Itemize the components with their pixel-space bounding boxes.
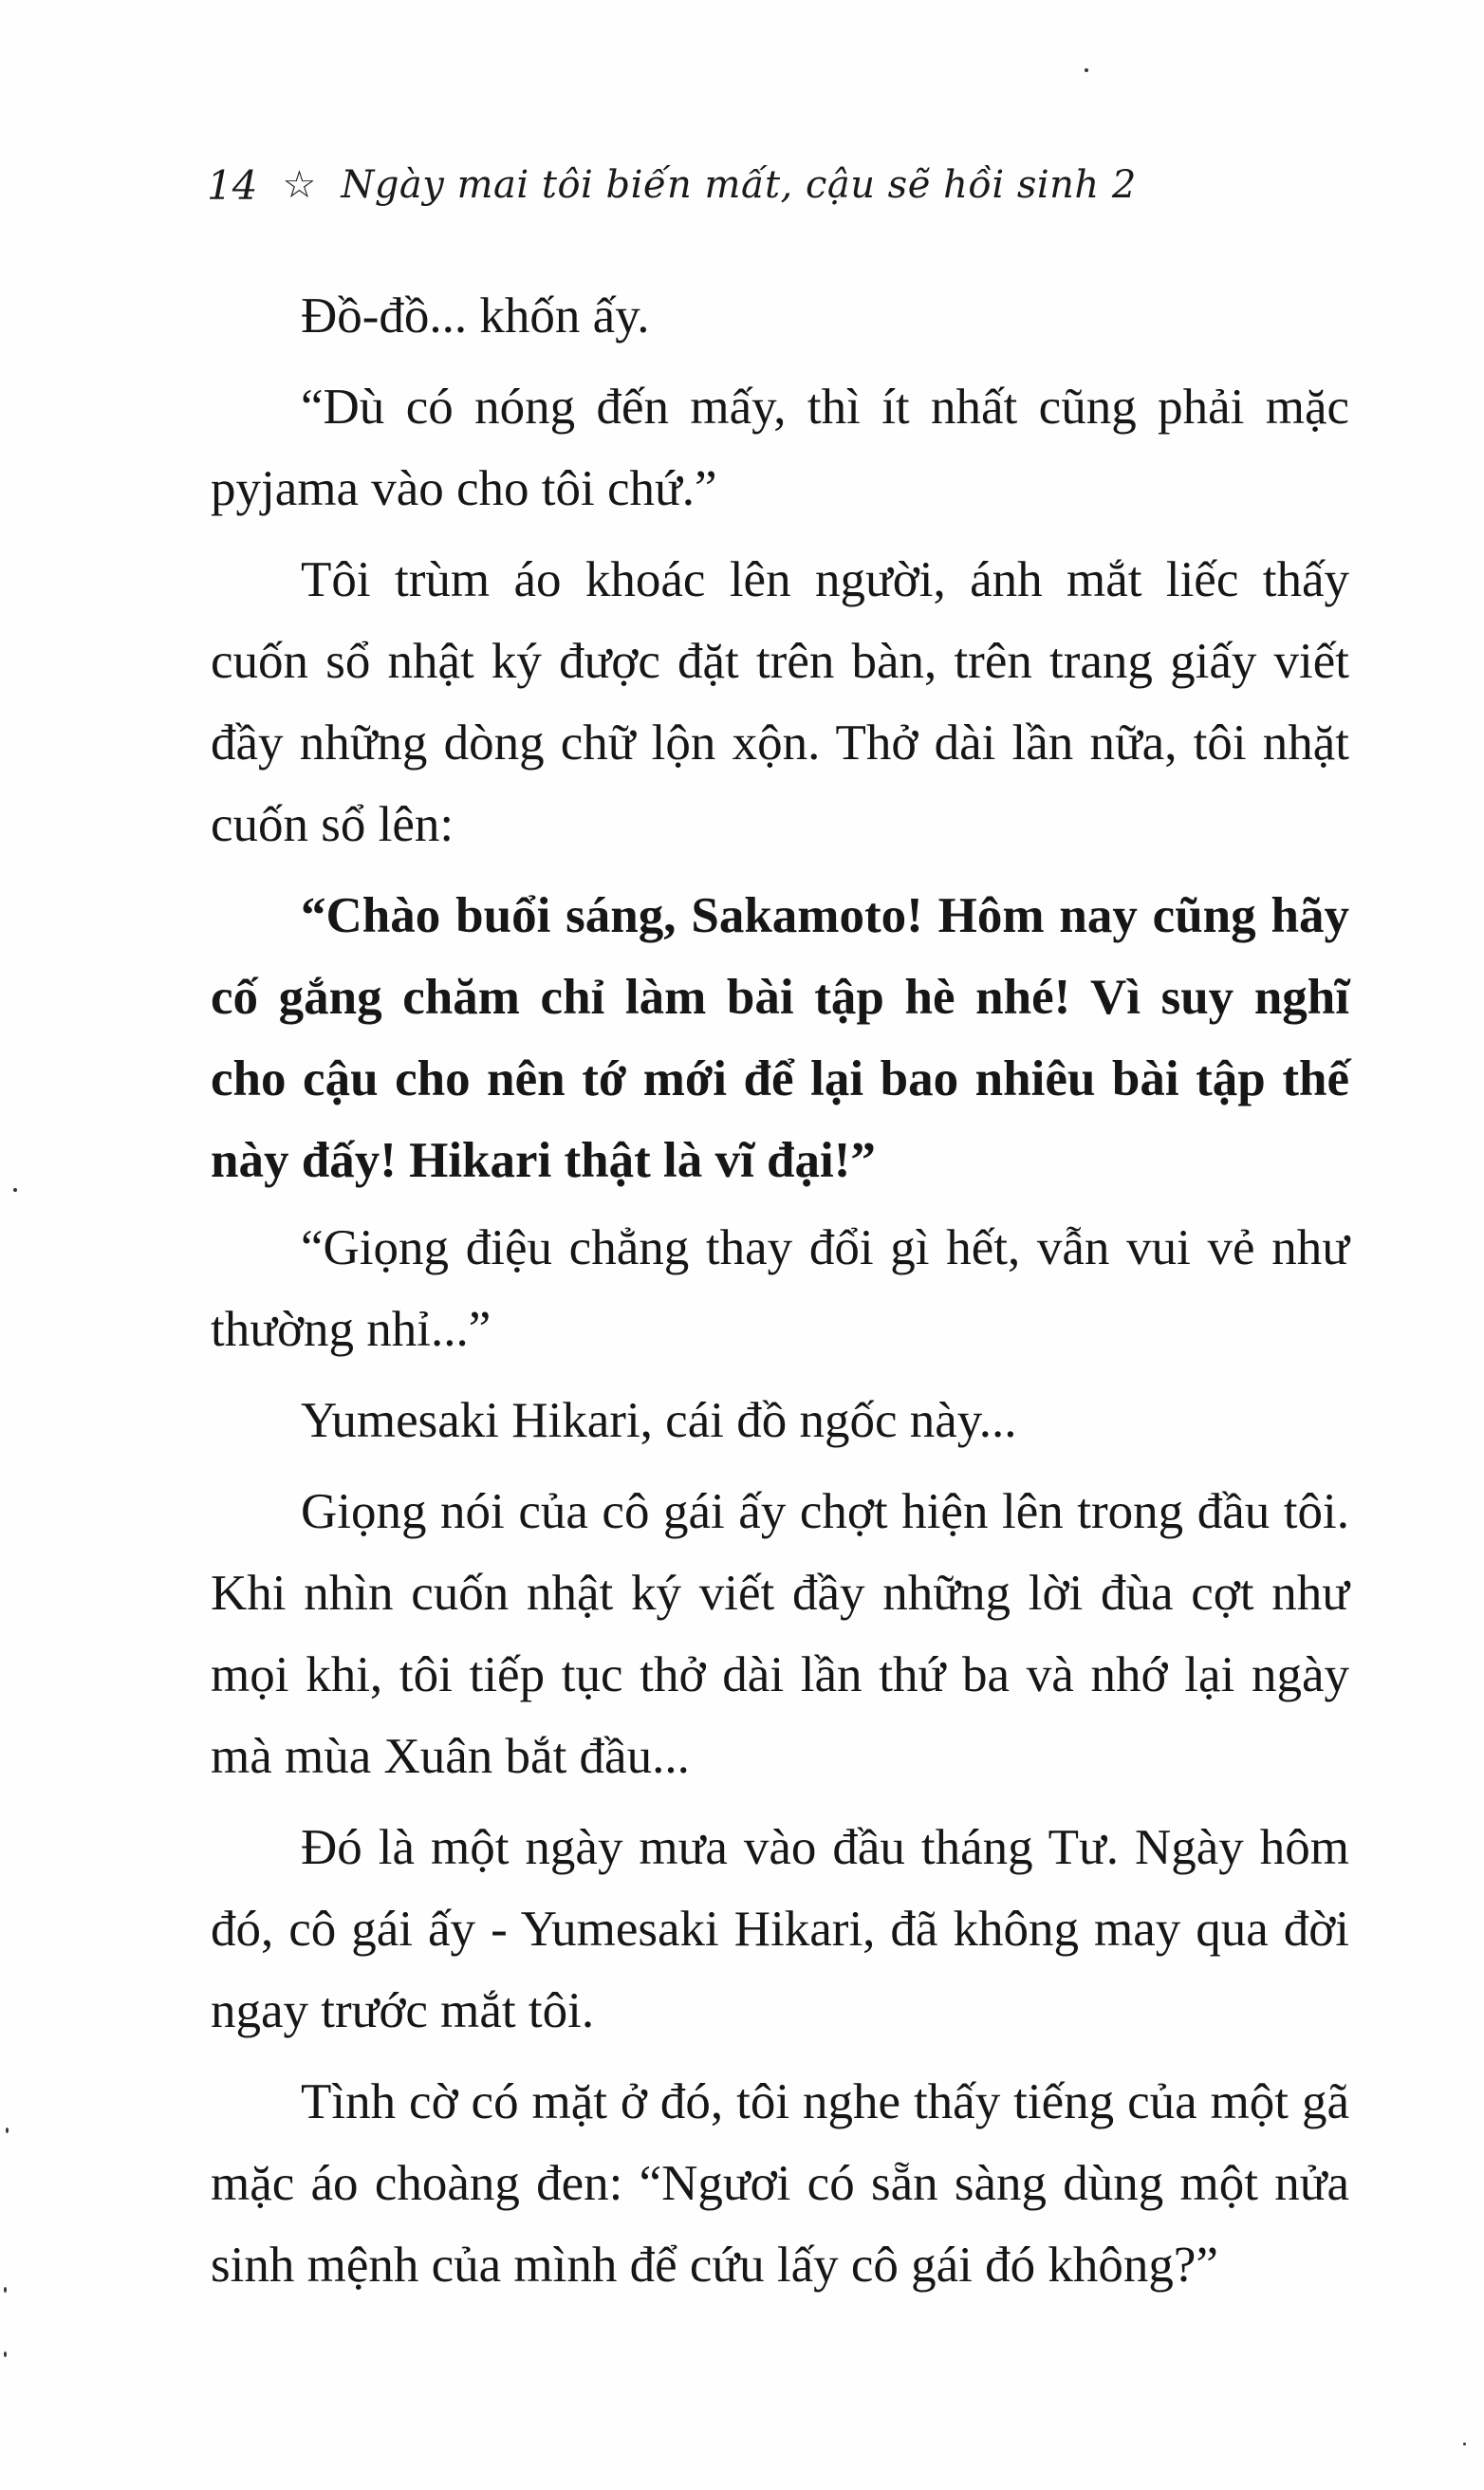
scan-speck <box>4 2351 7 2357</box>
scan-speck <box>6 2128 9 2133</box>
scan-speck <box>13 1188 17 1192</box>
paragraph-1: Đồ-đồ... khốn ấy. <box>301 288 650 344</box>
scan-speck <box>1085 68 1088 72</box>
star-icon: ☆ <box>282 163 317 207</box>
scan-speck <box>1463 2443 1466 2445</box>
book-title: Ngày mai tôi biến mất, cậu sẽ hồi sinh 2 <box>341 163 1137 207</box>
scan-speck <box>4 2287 7 2293</box>
diary-entry: “Chào buổi sáng, Sakamoto! Hôm nay cũng hãy cố gắng chăm chỉ làm bài tập hè nhé! Vì suy nghĩ cho cậu cho nên tớ mới để lại bao nhiêu bài tập thế này đấy! Hikari thật là vĩ đại!” <box>211 888 1349 1188</box>
page-body <box>211 275 1349 2306</box>
paragraph-9: Tình cờ có mặt ở đó, tôi nghe thấy tiếng của một gã mặc áo choàng đen: “Ngươi có sẵn sàng dùng một nửa sinh mệnh của mình để cứu lấy cô gái đó không?” <box>211 2074 1349 2293</box>
paragraph-2: “Dù có nóng đến mấy, thì ít nhất cũng phải mặc pyjama vào cho tôi chứ.” <box>211 380 1349 516</box>
paragraph-6: Yumesaki Hikari, cái đồ ngốc này... <box>301 1393 1017 1448</box>
paragraph-5: “Giọng điệu chẳng thay đổi gì hết, vẫn vui vẻ như thường nhỉ...” <box>211 1220 1349 1357</box>
paragraph-7: Giọng nói của cô gái ấy chợt hiện lên trong đầu tôi. Khi nhìn cuốn nhật ký viết đầy những lời đùa cợt như mọi khi, tôi tiếp tục thở dài lần thứ ba và nhớ lại ngày mà mùa Xuân bắt đầu... <box>211 1484 1349 1784</box>
running-header <box>207 147 1137 223</box>
page-number: 14 <box>207 161 258 209</box>
paragraph-8: Đó là một ngày mưa vào đầu tháng Tư. Ngày hôm đó, cô gái ấy - Yumesaki Hikari, đã không may qua đời ngay trước mắt tôi. <box>211 1820 1349 2038</box>
paragraph-3: Tôi trùm áo khoác lên người, ánh mắt liếc thấy cuốn sổ nhật ký được đặt trên bàn, trên trang giấy viết đầy những dòng chữ lộn xộn. Thở dài lần nữa, tôi nhặt cuốn sổ lên: <box>211 552 1349 852</box>
